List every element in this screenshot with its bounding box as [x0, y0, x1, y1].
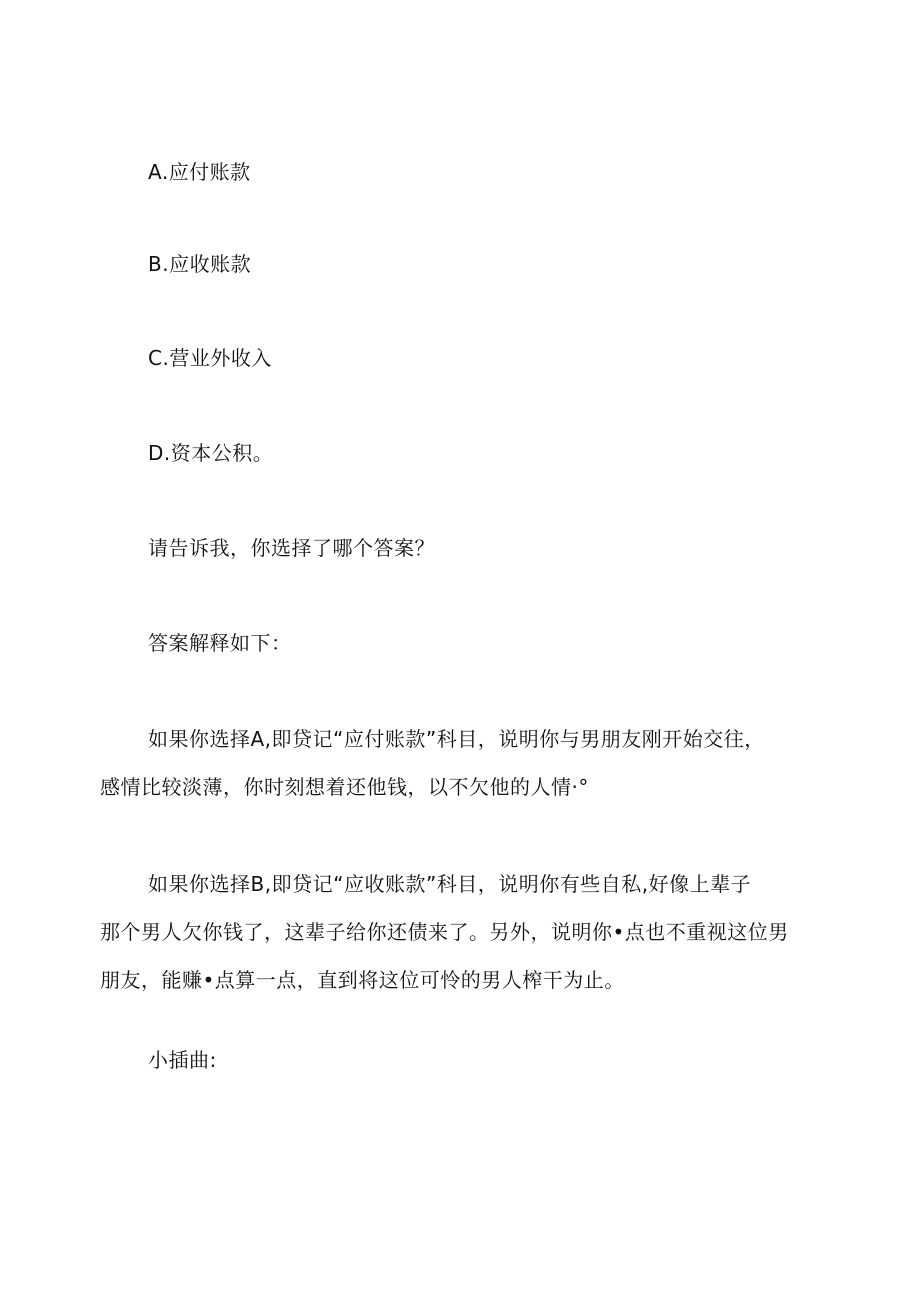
interlude-heading: 小插曲:	[148, 1048, 217, 1072]
explanation-a-line-1: 如果你选择A,即贷记“应付账款”科目，说明你与男朋友刚开始交往，	[148, 727, 765, 751]
option-c: C.营业外收入	[148, 346, 272, 370]
answer-heading: 答案解释如下：	[148, 631, 292, 655]
explanation-a-line-2: 感情比较淡薄，你时刻想着还他钱，以不欠他的人情·°	[100, 775, 589, 799]
explanation-a	[100, 715, 838, 811]
explanation-b-line-3: 朋友，能赚•点算一点，直到将这位可怜的男人榨干为止。	[100, 968, 625, 992]
explanation-b-line-2: 那个男人欠你钱了，这辈子给你还债来了。另外，说明你•点也不重视这位男	[100, 920, 789, 944]
explanation-b	[100, 860, 838, 1004]
explanation-b-line-1: 如果你选择B,即贷记“应收账款”科目，说明你有些自私,好像上辈子	[148, 872, 752, 896]
option-b: B.应收账款	[148, 252, 252, 276]
question-text: 请告诉我，你选择了哪个答案？	[148, 536, 435, 560]
option-a: A.应付账款	[148, 160, 251, 184]
option-d: D.资本公积。	[148, 441, 274, 465]
